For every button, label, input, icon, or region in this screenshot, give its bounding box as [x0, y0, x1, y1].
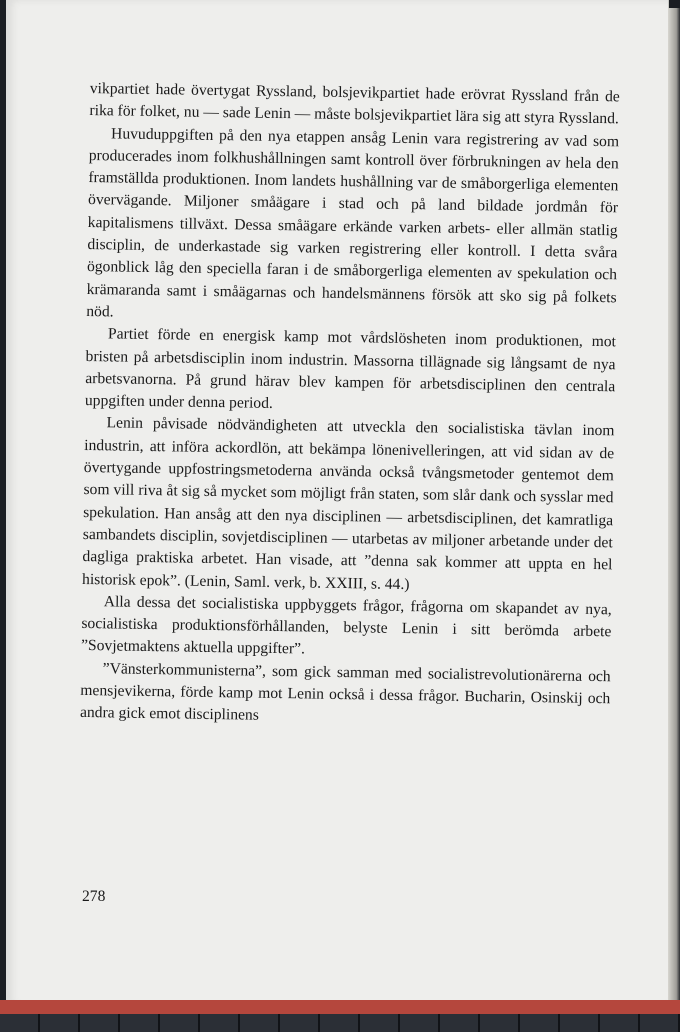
paragraph-4: Lenin påvisade nödvändigheten att utveckla den socialistiska tävlan inom industrin, att införa ackordlön, att bekämpa lönenivelleringen, att vid sidan av de övertygande uppfostringsmetoderna använda också tvångsmetoder gentemot dem som vill riva åt sig så mycket som möjligt från staten, som slår dank och sysslar med spekulation. Han ansåg att den nya disciplinen — arbetsdisciplinen, det kamratliga sambandets disciplin, sovjetdisciplinen — utarbetas av miljoner arbetande under det dagliga praktiska arbetet. Han visade, att ”denna sak kommer att uppta en hel historisk epok”. (Lenin, Saml. verk, b. XXIII, s. 44.)	[81, 414, 615, 593]
paragraph-5: Alla dessa det socialistiska uppbyggets frågor, frågorna om skapandet av nya, socialistiska produktionsförhållanden, belyste Lenin i sitt berömda arbete ”Sovjetmaktens aktuella uppgifter”.	[80, 593, 612, 658]
paragraph-6: ”Vänsterkommunisterna”, som gick samman med socialistrevolutionärerna och mensjevikerna, förde kamp mot Lenin också i dessa frågor. Bucharin, Osinskij och andra gick emot disciplinens	[79, 659, 611, 725]
background-mat	[0, 1014, 680, 1032]
paragraph-1: vikpartiet hade övertygat Ryssland, bolsjevikpartiet hade erövrat Ryssland från de rika för folket, nu — sade Lenin — måste bolsjevikpartiet lära sig att styra Ryssland.	[89, 79, 620, 128]
page-edge-stack	[668, 8, 680, 1008]
paragraph-3: Partiet förde en energisk kamp mot vårdslösheten inom produktionen, mot bristen på arbetsdisciplin inom industrin. Massorna tillägnade sig långsamt de nya arbetsvanorna. På grund härav blev kampen för arbetsdisciplinen den centrala uppgiften under denna period.	[84, 325, 617, 413]
book-page	[6, 0, 669, 1006]
paragraph-2: Huvuduppgiften på den nya etappen ansåg Lenin vara registrering av vad som producerades inom folkhushållningen samt kontroll över förbrukningen av hela den framställda produktionen. Inom landets hushållning var de småborgerliga elementen övervägande. Miljoner småägare i stad och på land bildade jordmån för kapitalismens tillväxt. Dessa småägare erkände varken arbets- eller allmän statlig disciplin, de underkastade sig varken registrering eller kontroll. I detta svåra ögonblick låg den speciella faran i de småborgerliga elementen av spekulation och krämaranda samt i småägarnas och handelsmännens försök att sko sig på folkets nöd.	[86, 124, 620, 321]
page-number: 278	[82, 888, 106, 905]
book-cover-edge	[0, 1000, 680, 1014]
body-text	[80, 78, 620, 733]
